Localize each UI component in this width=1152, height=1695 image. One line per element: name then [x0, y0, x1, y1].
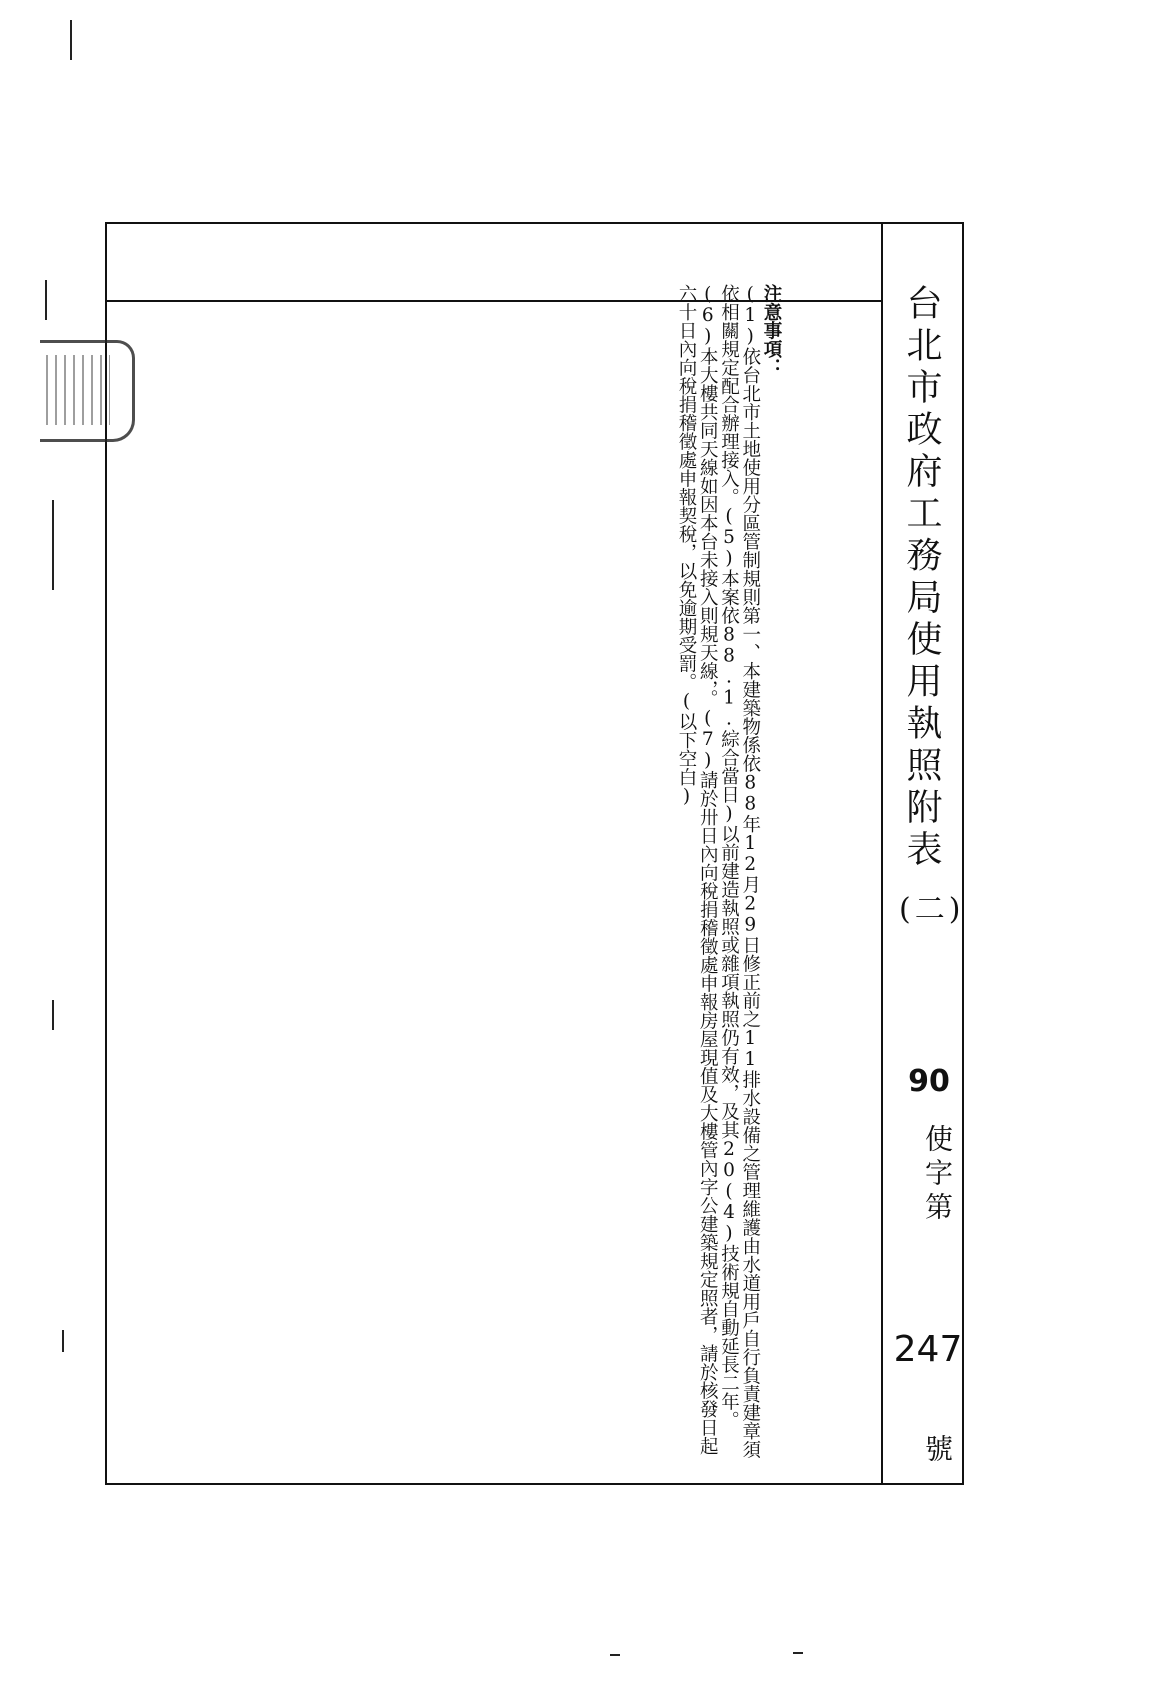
- form-title-suffix: (二): [899, 892, 965, 927]
- scan-mark: [70, 20, 72, 60]
- permit-number: 247: [893, 1329, 963, 1370]
- notes-body: (1)依台北市土地使用分區管制規則第一、本建築物係依88年12月29日修正前之11排水設備之管理維護由水道用戶自行負責建章須依相關規定配合辦理接入。(5)本案依88.1.綜合當日)以前建造執照或雜項執照仍有效，及其20(4)技術規自動延長二年。(6)本大樓共同天線如因本台未接入則規天線，。(7)請於卅日內向稅捐稽徵處申報房屋現值及大樓管內字公建築規定照者，請於核發日起六十日內向稅捐稽徵處申報契稅，以免逾期受罰。(以下空白): [675, 284, 761, 1459]
- title-column-divider: [881, 224, 883, 1483]
- form-title: 台北市政府工務局使用執照附表: [901, 284, 942, 872]
- notes-section: [676, 284, 782, 1469]
- scan-mark: [62, 1330, 64, 1352]
- notes-heading: 注意事項：: [761, 284, 782, 377]
- permit-attachment-form: [105, 222, 964, 1485]
- scan-mark: [793, 1652, 803, 1654]
- seal-stamp: [40, 340, 135, 442]
- permit-suffix: 號: [921, 1434, 954, 1462]
- scan-mark: [52, 1000, 54, 1030]
- scan-mark: [45, 280, 47, 320]
- scan-mark: [610, 1654, 620, 1656]
- scan-mark: [52, 500, 54, 590]
- permit-prefix: 使字第: [921, 1124, 954, 1226]
- permit-year: 90: [908, 1064, 950, 1099]
